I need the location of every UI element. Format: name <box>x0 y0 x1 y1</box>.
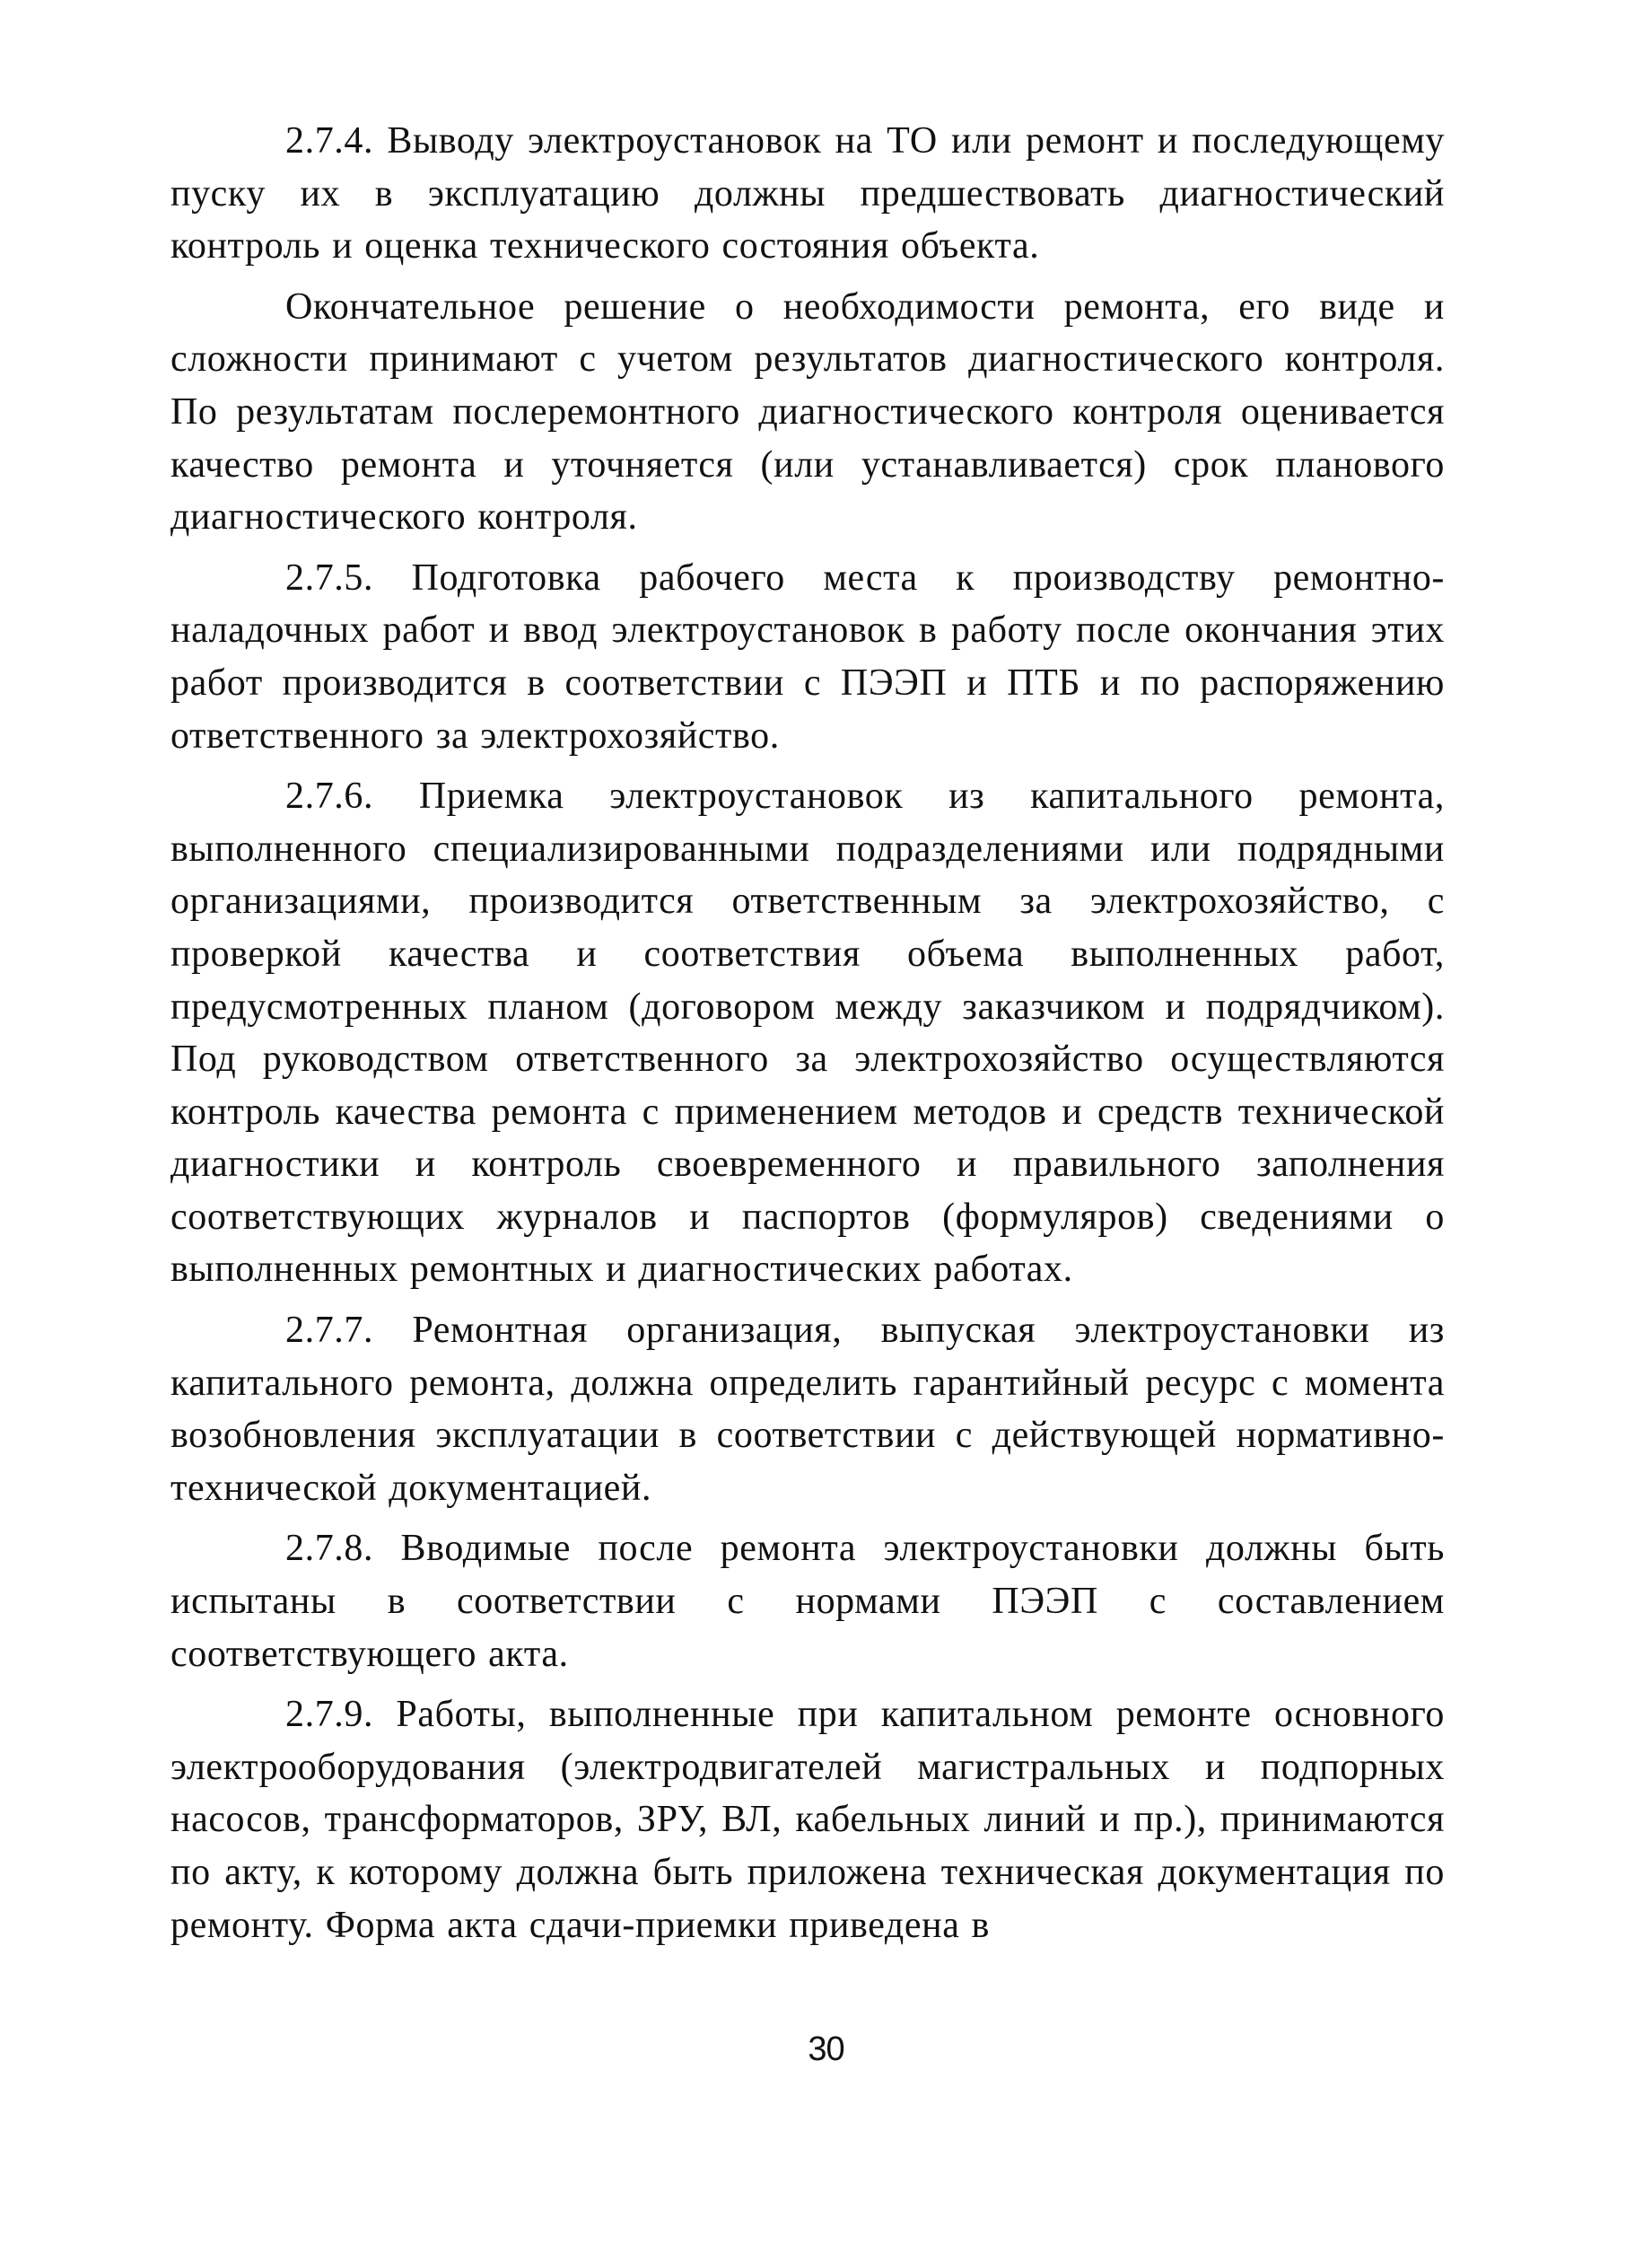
paragraph-2-7-8: 2.7.8. Вводимые после ремонта электроустановки должны быть испытаны в соответствии с нормами ПЭЭП с составлением соответствующего акта. <box>170 1528 1445 1675</box>
paragraph-final-decision: Окончательное решение о необходимости ремонта, его виде и сложности принимают с учетом результатов диагностического контроля. По результатам послеремонтного диагностического контроля оценивается качество ремонта и уточняется (или устанавливается) срок планового диагностического контроля. <box>170 285 1445 539</box>
paragraph-2-7-9: 2.7.9. Работы, выполненные при капитальном ремонте основного электрооборудования (электродвигателей магистральных и подпорных насосов, трансформаторов, ЗРУ, ВЛ, кабельных линий и пр.), принимаются по акту, к которому должна быть приложена техническая документация по ремонту. Форма акта сдачи-приемки приведена в <box>170 1694 1445 1946</box>
paragraph-2-7-4: 2.7.4. Выводу электроустановок на ТО или ремонт и последующему пуску их в эксплуатацию должны предшествовать диагностический контроль и оценка технического состояния объекта. <box>170 120 1445 267</box>
paragraph-2-7-6: 2.7.6. Приемка электроустановок из капитального ремонта, выполненного специализированными подразделениями или подрядными организациями, производится ответственным за электрохозяйство, с проверкой качества и соответствия объема выполненных работ, предусмотренных планом (договором между заказчиком и подрядчиком). Под руководством ответственного за электрохозяйство осуществляются контроль качества ремонта с применением методов и средств технической диагностики и контроль своевременного и правильного заполнения соответствующих журналов и паспортов (формуляров) сведениями о выполненных ремонтных и диагностических работах. <box>170 776 1445 1291</box>
page-number: 30 <box>808 2030 844 2068</box>
paragraph-2-7-7: 2.7.7. Ремонтная организация, выпуская электроустановки из капитального ремонта, должна определить гарантийный ресурс с момента возобновления эксплуатации в соответствии с действующей нормативно-технической документацией. <box>170 1310 1445 1509</box>
paragraph-2-7-5: 2.7.5. Подготовка рабочего места к производству ремонтно-наладочных работ и ввод электроустановок в работу после окончания этих работ производится в соответствии с ПЭЭП и ПТБ и по распоряжению ответственного за электрохозяйство. <box>170 557 1445 757</box>
document-page <box>170 115 1445 1951</box>
